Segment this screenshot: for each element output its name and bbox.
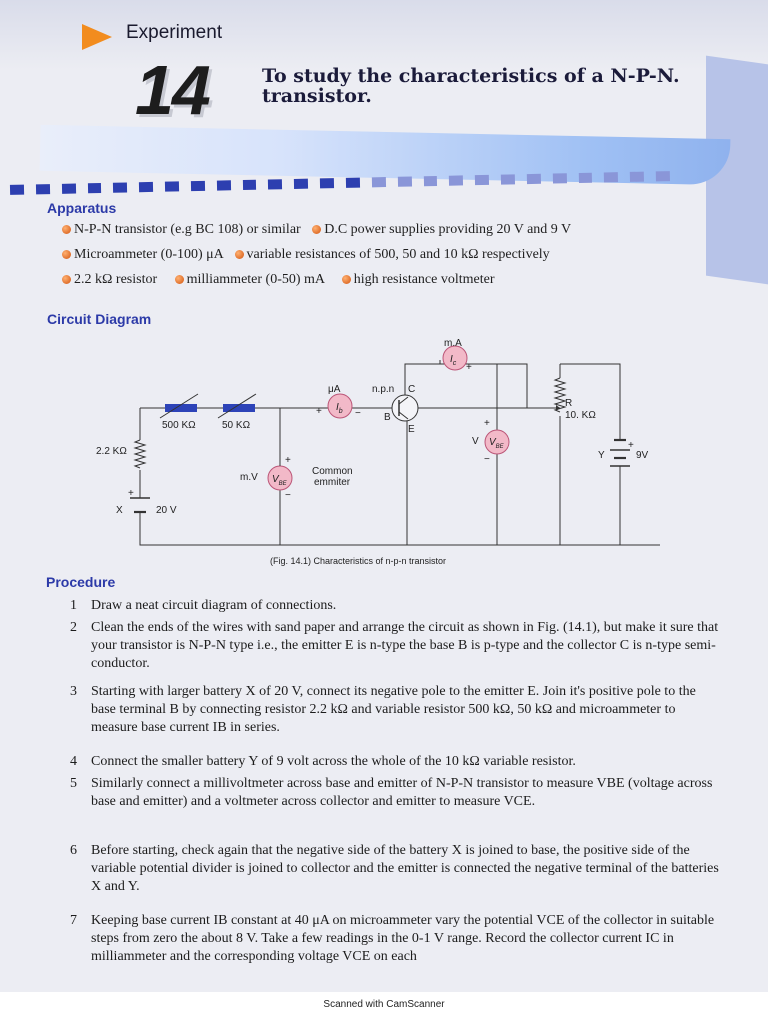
- step-text: Before starting, check again that the negative side of the battery X is joined to base, the positive side of the variable potential divider is joined to collector and the emitter is connected the negative terminal of the batteries X and Y.: [91, 843, 719, 894]
- figure-caption: (Fig. 14.1) Characteristics of n-p-n transistor: [270, 556, 447, 566]
- resistor-2.2k: [135, 440, 145, 468]
- apparatus-item: D.C power supplies providing 20 V and 9 V: [324, 222, 572, 237]
- r-label: R: [565, 398, 573, 409]
- ma-plus: +: [466, 362, 472, 373]
- scanner-watermark: Scanned with CamScanner: [323, 999, 445, 1010]
- step-number: 2: [70, 620, 77, 635]
- apparatus-item: variable resistances of 500, 50 and 10 kΩ respectively: [246, 247, 550, 262]
- ua-plus: +: [316, 406, 322, 417]
- page-top-shading: [0, 0, 768, 70]
- bat20-plus: +: [128, 488, 134, 499]
- experiment-title: To study the characteristics of a N-P-N. transistor.: [262, 65, 680, 107]
- emitter-label: E: [408, 424, 415, 435]
- vbe-label-mv: $V_{BE}$: [272, 474, 287, 487]
- common-label: Common: [312, 466, 353, 477]
- mv-minus: −: [285, 490, 291, 501]
- bullet-icon: [62, 225, 71, 234]
- step-number: 6: [70, 843, 77, 858]
- r500-label: 500 KΩ: [162, 420, 196, 431]
- ma-label: m.A: [444, 338, 462, 349]
- bullet-icon: [235, 250, 244, 259]
- battery-y-label: Y: [598, 450, 605, 461]
- step-text: Draw a neat circuit diagram of connections.: [91, 598, 337, 613]
- npn-label: n.p.n: [372, 384, 395, 395]
- bullet-icon: [312, 225, 321, 234]
- mv-label: m.V: [240, 472, 258, 483]
- circuit-diagram: [0, 330, 768, 570]
- ib-label: $I_b$: [336, 402, 343, 415]
- step-number: 5: [70, 776, 77, 791]
- step-number: 7: [70, 913, 77, 928]
- step-text: Similarly connect a millivoltmeter across base and emitter of N-P-N transistor to measure VBE (voltage across base and emitter) and a voltmeter across collector and emitter to measure VCE.: [91, 776, 713, 809]
- step-text: Connect the smaller battery Y of 9 volt across the whole of the 10 kΩ variable resistor.: [91, 754, 576, 769]
- bullet-icon: [62, 250, 71, 259]
- ic-label: $I_c$: [450, 354, 457, 367]
- step-text: Starting with larger battery X of 20 V, connect its negative pole to the emitter E. Join it's positive pole to the base terminal B by connecting resistor 2.2 kΩ and variable resistor 500 kΩ, 50 kΩ and microammeter to measure base current IB in series.: [91, 684, 696, 735]
- circuit-wires: [140, 360, 660, 545]
- step-text: Keeping base current IB constant at 40 μA on microammeter vary the potential VCE of the collector in suitable steps from zero the about 8 V. Take a few readings in the 0-1 V range. Record the collector current IC in milliammeter and the corresponding voltage VCE on each: [91, 913, 715, 964]
- collector-label: C: [408, 384, 416, 395]
- step-number: 1: [70, 598, 77, 613]
- circuit-heading: Circuit Diagram: [47, 311, 152, 327]
- procedure-heading: Procedure: [46, 574, 116, 590]
- ua-label: μA: [328, 384, 341, 395]
- r50-label: 50 KΩ: [222, 420, 251, 431]
- battery-9v-label: 9V: [636, 450, 649, 461]
- step-number: 4: [70, 754, 77, 769]
- orange-arrow-icon: [82, 24, 112, 50]
- v-label: V: [472, 436, 479, 447]
- step-number: 3: [70, 684, 77, 699]
- apparatus-item: N-P-N transistor (e.g BC 108) or similar: [74, 222, 301, 237]
- apparatus-line-3: [60, 272, 495, 288]
- step-text: Clean the ends of the wires with sand paper and arrange the circuit as shown in Fig. (14.1), but make it sure that your transistor is N-P-N type i.e., the emitter E is n-type the base B is p-type and the collector C is n-type semi-conductor.: [91, 620, 719, 671]
- bullet-icon: [62, 275, 71, 284]
- apparatus-item: high resistance voltmeter: [353, 272, 495, 287]
- emitter-config-label: emmiter: [314, 477, 351, 488]
- apparatus-item: milliammeter (0-50) mA: [186, 272, 325, 287]
- apparatus-heading: Apparatus: [47, 200, 117, 216]
- battery-x-label: X: [116, 505, 123, 516]
- bullet-icon: [342, 275, 351, 284]
- r22-label: 2.2 KΩ: [96, 446, 127, 457]
- vbe-label-v: $V_{BE}$: [489, 437, 504, 450]
- base-label: B: [384, 412, 391, 423]
- bat9-plus: +: [628, 440, 634, 451]
- mv-plus: +: [285, 455, 291, 466]
- v-minus: −: [484, 454, 490, 465]
- experiment-label: Experiment: [126, 22, 223, 43]
- r-value: 10. KΩ: [565, 410, 596, 421]
- apparatus-item: 2.2 kΩ resistor: [74, 272, 158, 287]
- apparatus-line-2: [60, 247, 550, 263]
- v-plus: +: [484, 418, 490, 429]
- bullet-icon: [175, 275, 184, 284]
- apparatus-item: Microammeter (0-100) μA: [74, 247, 224, 262]
- apparatus-line-1: [60, 222, 571, 238]
- ua-minus: −: [355, 408, 361, 419]
- battery-20v-label: 20 V: [156, 505, 177, 516]
- experiment-number: 14: [135, 51, 209, 129]
